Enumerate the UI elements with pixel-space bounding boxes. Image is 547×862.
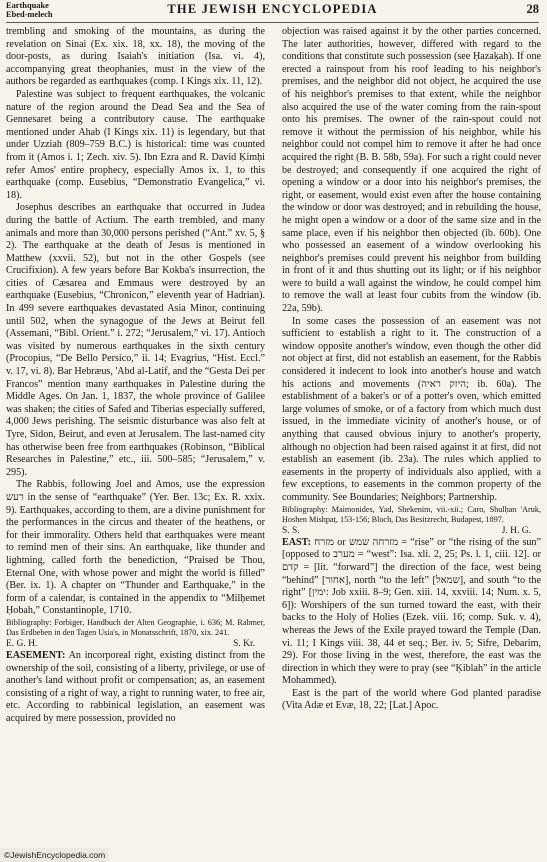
page-number: 28 bbox=[526, 2, 539, 16]
paragraph: objection was raised against it by the other parties concerned. The later authorities, however, differed with regard to the conditions that constitute such possession (see Ḥazaḳah). If one erected a rainspout from his roof leading to his neighbor's premises, and the neighbor did not object, he acquired the use of his neighbor's premises to that extent, while the neighbor also acquired the use of the water coming from the rain-spout onto his premises. The owner of the rain-spout could not remove it without the permission of his neighbor, while his neighbor could not compel him to remove it after he had once acquired the right (B. B. 58b, 59a). For such a right could never be destroyed; and consequently if one acquired the right of opening a window or a door into his neighbor's premises, the right, or easement, would exist even after the house containing the window or door was destroyed; and in rebuilding the house, he might open a window or a door of the same size and in the same place, even if his neighbor then objected (ib. 60b). One who possessed an easement of a window overlooking his neighbor's premises could prevent his neighbor from building in front of it and thus shutting out its light; or if his neighbor were to build a wall against the window, he could compel him to remove the wall at least four cubits from the window (ib. 22a, 59b). bbox=[282, 26, 541, 315]
paragraph: In some cases the possession of an easement was not sufficient to establish a right to it. The construction of a window opposite another's window, even though the other did not object at first, did not establish an easement, for the Rabbis considered it indecent to look into another's house and watch his actions and movements (היזק ראיה; ib. 60a). The establishment of a baker's or of a potter's oven, which emitted large volumes of smoke, or of a factory from which much dust issued, in the immediate vicinity of another's house, or of anything that caused obvious injury to another's property, although no objection had been raised against it at first, did not establish an easement (ib. 23a). The rules which applied to easements in the property of individuals also applied, with a few exceptions, to easements in the common property of the community. See Boundaries; Neighbors; Partnership. bbox=[282, 315, 541, 503]
entry-heading: EASEMENT: bbox=[6, 650, 66, 662]
running-head-first: Earthquake bbox=[6, 1, 49, 10]
right-column bbox=[282, 26, 541, 844]
page-header bbox=[6, 0, 539, 23]
paragraph: The Rabbis, following Joel and Amos, use the expression רעש in the sense of “earthquake” (Yer. Ber. 13c; Ex. R. xxix. 9). Earthquakes, according to them, are a divine punishment for the performances in the circus and theater of the heathens, or for their immorality. Others held that earthquakes were meant to remind men of their sins. An earthquake, like thunder and lightning, called forth the benediction, “Praised be Thou, Eternal One, with whose power and might the world is filled” (Ber. ix. 1). A chapter on “Thunder and Earthquake,” in the form of a calendar, is contained in the appendix to “Milḥemet Ḥobah,” Constantinople, 1710. bbox=[6, 479, 265, 617]
publication-title: THE JEWISH ENCYCLOPEDIA bbox=[167, 2, 378, 16]
entry-text: An incorporeal right, existing distinct from the ownership of the soil, consisting of a liberty, privilege, or use of another's land without profit or compensation; as, an easement consisting of a right of way, a right to running water, to free air, etc. According to rabbinical legislation, an easement was acquired by mere possession, provided no bbox=[6, 650, 265, 725]
bibliography: Bibliography: Forbiger, Handbuch der Alten Geographie, i. 636; M. Rabmer, Das Erdbeben in den Tagen Usia's, in Monatsschrift, 1870, xix. 241. bbox=[6, 617, 265, 637]
entry-easement bbox=[6, 650, 265, 726]
copyright-footer: ©JewishEncyclopedia.com bbox=[0, 848, 109, 862]
signature-line bbox=[6, 638, 265, 650]
entry-heading: EAST: bbox=[282, 536, 312, 548]
paragraph: East is the part of the world where God planted paradise (Vita Adæ et Evæ, 18, 22; [Lat.] Apoc. bbox=[282, 687, 541, 712]
contributor-initials: S. S. bbox=[282, 525, 300, 536]
author-initials: J. H. G. bbox=[501, 525, 531, 536]
contributor-initials: E. G. H. bbox=[6, 639, 38, 650]
entry-east bbox=[282, 537, 541, 688]
paragraph: Palestine was subject to frequent earthquakes, the volcanic nature of the region around the Dead Sea and the Sea of Gennesaret being a contributory cause. The earthquake mentioned under Ahab (I Kings xix. 11) is legendary, but that under Uzziah (809–759 B.C.) is historical: time was counted from it (Amos i. 1; Zech. xiv. 5). Ibn Ezra and R. David Ḳimḥi refer Amos' entire prophecy, especially Amos ix. 1, to this earthquake (comp. Eusebius, “Demonstratio Evangelica,” vi. 18). bbox=[6, 88, 265, 201]
entry-text: מזרח or מזרחה שמש = “rise” or “the rising of the sun” [opposed to מערב = “west”: Isa. xli. 2, 25; Ps. l. 1, ciii. 12]. or קדם = [lit. “forward”] the direction of the face, west being “behind” [אחור], north “to the left” [שמאל], and south “to the right” [ימין: Job xxiii. 8–9; Gen. xiii. 14, xxviii. 14; Num. x. 5, 6]): Worshipers of the sun turned toward the east, with their backs to the Holy of Holies (Ezek. viii. 16; comp. Suk. v. 4), whereas the Jews of the Exile prayed toward the Temple (Dan. vi. 11; I Kings viii. 38, 44 et seq.; Ber. iv. 5; Sifre, Debarim, 29). For those living in the west, therefore, the east was the direction in which they were to pray (see “Ḳiblah” in the article Mohammed). bbox=[282, 536, 541, 687]
left-column bbox=[6, 26, 265, 844]
paragraph: Josephus describes an earthquake that occurred in Judea during the battle of Actium. The earth trembled, and many animals and more than 30,000 persons perished (“Ant.” xv. 5, § 2). The earthquake at the death of Jesus is mentioned in Matthew (xxvii. 52), but not in the other Gospels (see Crucifixion). A few years before Bar Kokba's insurrection, the cities of Cæsarea and Emmaus were destroyed by an earthquake (Eusebius, “Chronicon,” eleventh year of Hadrian). In 499 severe earthquakes devastated Asia Minor, continuing until 502, when the synagogue of the Jews at Beirut fell (Assemani, “Bibl. Orient.” i. 272; “Jerusalem,” vi. 17). Antioch was visited by numerous earthquakes in the sixth century (Procopius, “De Bello Persico,” ii. 14; Evagrius, “Hist. Eccl.” v. 17, vi. 8). Bar Hebræus, 'Abd al-Latif, and the “Gesta Dei per Francos” mention many earthquakes in Palestine during the Middle Ages. On Jan. 1, 1837, the whole province of Galilee was shaken; the cities of Safed and Tiberias especially suffered, 4,000 Jews perishing. The seismic disturbance was also felt at Tyre, Sidon, Beirut, and even at Jerusalem. The last-named city has otherwise been free from earthquakes (Robinson, “Biblical Researches in Palestine,” etc., iii. 500–585; “Jerusalem,” v. 295). bbox=[6, 202, 265, 478]
running-head-last: Ebed-melech bbox=[6, 10, 53, 19]
bibliography: Bibliography: Maimonides, Yad, Shekenim, vii.-xii.; Caro, Shulḥan 'Aruk, Ḥoshen Mishpaṭ, 153-156; Bloch, Das Besitzrecht, Budapest, 1897. bbox=[282, 504, 541, 524]
paragraph: trembling and smoking of the mountains, as during the revelation on Sinai (Ex. xix. 18, xx. 18), the moving of the door-posts, as during Isaiah's initiation (Isa. vi. 4), accompanying great theophanies, must in the view of the authors be regarded as earthquakes (comp. I Kings xix. 11, 12). bbox=[6, 26, 265, 88]
signature-line bbox=[282, 525, 541, 537]
author-initials: S. Kr. bbox=[233, 639, 255, 650]
